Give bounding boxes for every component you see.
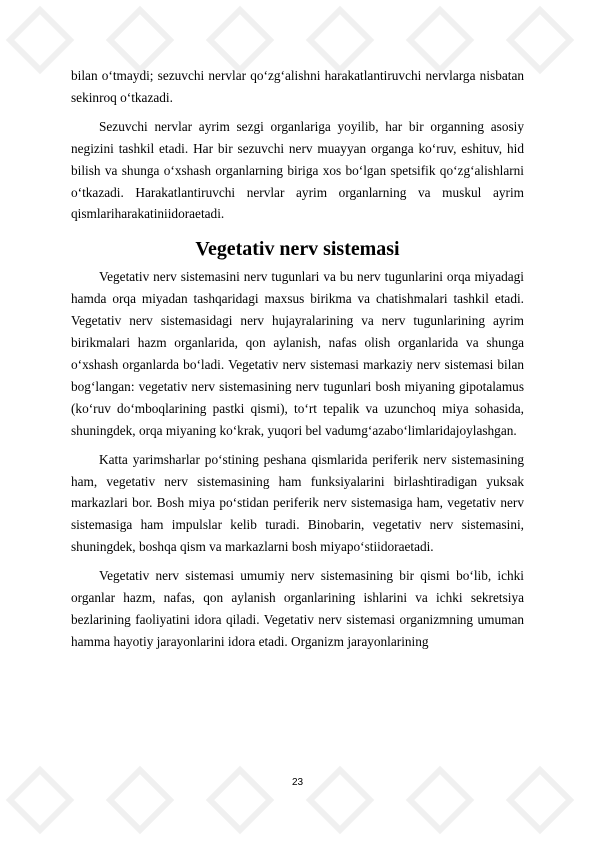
paragraph-vegetative-structure: Vegetativ nerv sistemasini nerv tugunlari va bu nerv tugunlarini orqa miyadagi hamda orqa miyadan tashqaridagi maxsus birikma va chatishmalari tashkil etadi. Vegetativ nerv sistemasidagi nerv hujayralarining va nerv tugunlarining ayrim birikmalari hazm organlarida, qon aylanish, nafas olish organlarida va shunga o‘xshash organlarda bo‘ladi. Vegetativ nerv sistemasi markaziy nerv sistemasi bilan bog‘langan: vegetativ nerv sistemasining nerv tugunlari bosh miyaning gipotalamus (ko‘ruv do‘mboqlarining pastki qismi), to‘rt tepalik va uzunchoq miya sohasida, shuningdek, orqa miyaning ko‘krak, yuqori bel vadumg‘azabo‘limlaridajoylashgan. xyxy=(71,269,524,438)
page-number: 23 xyxy=(291,777,304,788)
paragraph-vegetative-function: Vegetativ nerv sistemasi umumiy nerv sistemasining bir qismi bo‘lib, ichki organlar hazm, nafas, qon aylanish organlarining ishlarini va ichki sekretsiya bezlarining faoliyatini idora qiladi. Vegetativ nerv sistemasi organizmning umuman hamma hayotiy jarayonlarini idora etadi. Organizm jarayonlarining xyxy=(71,568,524,649)
diamond-watermark-icon xyxy=(110,10,170,70)
section-heading: Vegetativ nerv sistemasi xyxy=(195,238,400,261)
paragraph-sensory-nerves: Sezuvchi nervlar ayrim sezgi organlariga yoyilib, har bir organning asosiy negizini tashkil etadi. Har bir sezuvchi nerv muayyan organga ko‘ruv, eshituv, hid bilish va shunga o‘xshash organlarning biriga xos bo‘lgan spetsifik qo‘zg‘alishlarni o‘tkazadi. Harakatlantiruvchi nervlar ayrim organlarning va muskul ayrim qismlariharakatiniidoraetadi. xyxy=(71,118,524,222)
document-page xyxy=(71,65,524,660)
diamond-watermark-icon xyxy=(210,10,270,70)
paragraph-cortex-centers: Katta yarimsharlar po‘stining peshana qismlarida periferik nerv sistemasining ham, vegetativ nerv sistemasining ham funksiyalarini birlashtiradigan yuksak markazlari bor. Bosh miya po‘stidan periferik nerv sistemasiga ham, vegetativ nerv sistemasiga ham impulslar kelib turadi. Binobarin, vegetativ nerv sistemasini, shuningdek, boshqa qism va markazlarni bosh miyapo‘stiidoraetadi. xyxy=(71,451,524,555)
diamond-watermark-icon xyxy=(310,10,370,70)
diamond-watermark-icon xyxy=(10,10,70,70)
diamond-watermark-icon xyxy=(410,10,470,70)
diamond-watermark-icon xyxy=(510,10,570,70)
paragraph-continuation: bilan o‘tmaydi; sezuvchi nervlar qo‘zg‘alishni harakatlantiruvchi nervlarga nisbatan sekinroq o‘tkazadi. xyxy=(71,68,524,105)
